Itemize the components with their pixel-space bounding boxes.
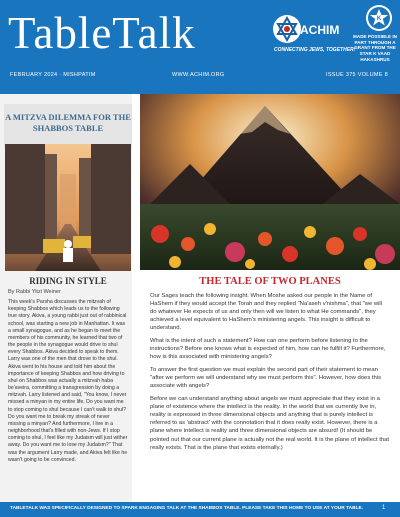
achim-logo-block [272,14,356,56]
article-paragraph: Before we can understand anything about angels we must appreciate that they exist in a plane of existence where the intellect is the reality. In the world that we currently live in, reality is expressed in three dimensional objects and anything that is purely intellect is referred to as 'abstract' with the connotation that it does really exist. However, there is a plane where intellect is reality and three dimensional objects are absurd! (It should be pointed out that our current plane is actually not the real world. It is the plane of intellect that really exists. That is the plane that exists eternally.) [150,396,390,451]
achim-name: ACHIM [300,23,340,37]
mountain-flowers-image [140,94,400,270]
footer-text: TABLETALK WAS SPECIFICALLY DESIGNED TO SPARK ENGAGING TALK AT THE SHABBOS TABLE. PLEASE TAKE THIS HOME TO USE AT YOUR TABLE. [10,506,364,511]
website: WWW.ACHIM.ORG [172,72,225,78]
svg-text:K: K [376,16,382,22]
page-number: 1 [382,505,386,511]
byline: By Rabbi Yitzi Weiner [8,289,61,295]
article-title: THE TALE OF TWO PLANES [199,276,341,287]
dilemma-title: A MITZVA DILEMMA FOR THE SHABBOS TABLE [5,112,131,133]
star-k-seal-icon [365,4,393,32]
issue-number: ISSUE 375 VOLUME 8 [326,72,388,78]
brand-title: TableTalk [8,8,196,58]
riding-body: This week's Parsha discusses the mitzvah of keeping Shabbos which leads us to the following true story. Akiva, a young rabbi just out of rabbinical school, was starting a new job in Manhattan. It was a small synagogue, and as he began to meet the members of his community, he learned that two of the people in the synagogue would drive to shul every Shabbos. Akiva decided to speak to them. Larry was one of the men that drove to the shul. Akiva went to his house and told him about the importance of keeping Shabbos and how driving to shul on Shabbos was actually a mitzvah haba be'aveira, committing a transgression by doing a mitzvah. Larry listened and said, "You know, I never missed a minyan in my entire life. Do you want me to stop coming to shul because I can't walk to shul? Do you want me to break my streak of never missing a minyan? And furthermore, I live in a neighborhood that's filled with non-Jews. If I stop coming to shul, I feel like my Judaism will just wither away. Do you want me to lose my Judaism?" That was the argument Larry made, and Akiva felt like he wasn't going to be convinced. [8,299,128,463]
article-paragraph: To answer the first question we must explain the second part of their statement to mean "after we perform we will understand why we must perform this". However, how does this associate with angels? [150,367,382,390]
star-of-david-icon [272,14,302,44]
issue-date: FEBRUARY 2024 · MISHPATIM [10,72,96,78]
city-street-photo [5,144,131,271]
riding-title: RIDING IN STYLE [29,276,107,286]
achim-tagline: CONNECTING JEWS, TOGETHER! [274,47,356,53]
article-paragraph: What is the intent of such a statement? How can one perform before listening to the instructions? Before one knows what is expected of him, how can he fulfill it? Furthermore, how is this associated with ministering angels? [150,338,386,361]
masthead [0,0,400,94]
article-paragraph: Our Sages teach the following insight. When Moshe asked our people in the Name of HaShem if they would accept the Torah and they replied "Na'aseh v'nishma", that "we will do whatever He expects of us and only then will we listen to what He commands", they achieved a level equivalent to HaShem's ministering angels. This insight is difficult to understand. [150,293,383,332]
article-body [150,292,390,457]
grant-note: MADE POSSIBLE IN PART THROUGH A GRANT FROM THE STAR K VAAD HAKASHRUS [353,34,397,62]
footer-bar [0,502,400,517]
